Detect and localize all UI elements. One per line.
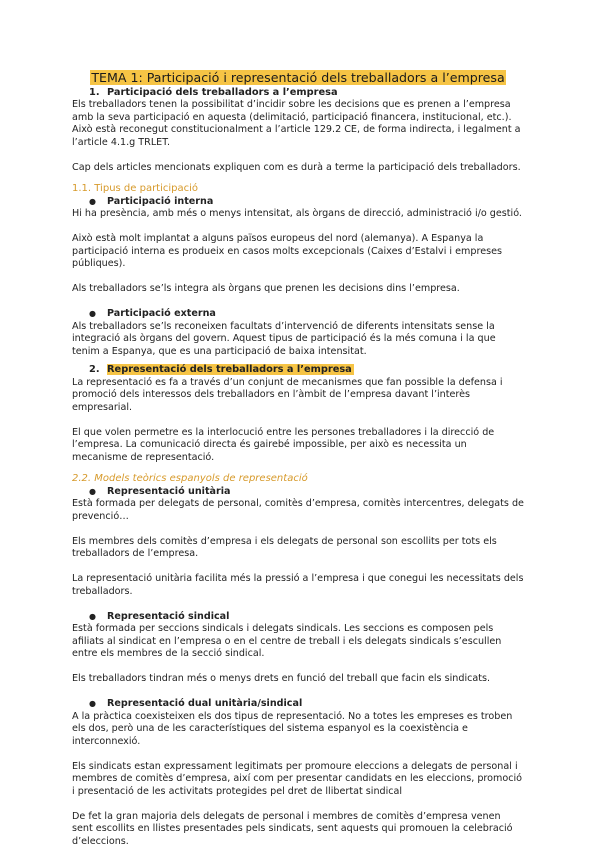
paragraph: Els sindicats estan expressament legitimats per promoure eleccions a delegats de personal i membres de comitès d’empresa, així com per presentar candidats en les eleccions, promoció i presentació de les activitats protegides pel dret de llibertat sindical (72, 760, 523, 797)
bullet-heading (72, 698, 524, 711)
bullet-dot-icon: ● (89, 196, 96, 206)
bullet-dot-icon: ● (89, 611, 96, 621)
section-2-heading (72, 364, 524, 377)
section-1-number: 1. (89, 86, 100, 98)
bullet-dot-icon: ● (89, 309, 96, 318)
paragraph: Està formada per delegats de personal, comitès d’empresa, comitès intercentres, delegats de prevenció… (72, 498, 524, 522)
paragraph: Hi ha presència, amb més o menys intensitat, als òrgans de direcció, administració i/o gestió. (72, 208, 522, 219)
paragraph: Cap dels articles mencionats expliquen com es durà a terme la participació dels treballadors. (72, 161, 521, 173)
bullet-dot-icon: ● (89, 486, 96, 496)
section-2-number: 2. (89, 364, 100, 375)
paragraph: Als treballadors se’ls reconeixen facultats d’intervenció de diferents intensitats sense la integració als òrgans del govern. Aquest tipus de participació és la més comuna i la que tenim a Espanya, que es una participació de baixa intensitat. (72, 320, 496, 357)
bullet-heading (72, 486, 524, 499)
paragraph: La representació es fa a través d’un conjunt de mecanismes que fan possible la defensa i promoció dels interessos dels treballadors en l’àmbit de l’empresa davant l’interès empresarial. (72, 376, 503, 413)
section-1-heading (72, 87, 524, 100)
bullet-heading-text: Representació dual unitària/sindical (107, 698, 303, 709)
document-title: TEMA 1: Participació i representació dels treballadors a l’empresa (91, 70, 505, 85)
bullet-heading (72, 196, 524, 209)
bullet-heading (72, 611, 524, 624)
bullet-heading-text: Representació sindical (107, 610, 230, 622)
section-2-heading-text: Representació dels treballadors a l’empresa (107, 364, 352, 375)
paragraph: De fet la gran majoria dels delegats de personal i membres de comitès d’empresa venen sent escollits en llistes presentades pels sindicats, sent aquests qui promouen la celebració d’eleccions. (72, 810, 513, 847)
bullet-heading-text: Participació interna (107, 195, 214, 207)
subsection-heading: 1.1. Tipus de participació (72, 183, 199, 194)
subsection-heading: 2.2. Models teòrics espanyols de representació (72, 473, 308, 484)
bullet-dot-icon: ● (89, 699, 96, 708)
paragraph: Els membres dels comitès d’empresa i els delegats de personal son escollits per tots els treballadors de l’empresa. (72, 535, 497, 559)
paragraph: Als treballadors se’ls integra als òrgans que prenen les decisions dins l’empresa. (72, 283, 460, 294)
bullet-heading-text: Participació externa (107, 308, 216, 319)
title-row (72, 70, 524, 87)
document-content (72, 70, 524, 848)
paragraph: Els treballadors tindran més o menys drets en funció del treball que facin els sindicats. (72, 673, 491, 684)
paragraph: Això està molt implantat a alguns països europeus del nord (alemanya). A Espanya la participació interna es produeix en casos molts excepcionals (Caixes d’Estalvi i empreses públiques). (72, 233, 502, 269)
paragraph: El que volen permetre es la interlocució entre les persones treballadores i la direcció de l’empresa. La comunicació directa és gairebé impossible, per això es necessita un mecanisme de representació. (72, 426, 495, 463)
bullet-heading (72, 308, 524, 321)
paragraph: A la pràctica coexisteixen els dos tipus de representació. No a totes les empreses es troben els dos, però una de les característiques del sistema espanyol es la coexistència e interconnexió. (72, 710, 513, 747)
paragraph: Els treballadors tenen la possibilitat d’incidir sobre les decisions que es prenen a l’empresa amb la seva participació en aquesta (delimitació, participació financera, institucional, etc.). Això està reconegut constitucionalment a l’article 129.2 CE, de forma indirecta, i legalment a l’article 4.1.g TRLET. (72, 99, 521, 148)
bullet-heading-text: Representació unitària (107, 485, 231, 497)
paragraph: La representació unitària facilita més la pressió a l’empresa i que conegui les necessitats dels treballadors. (72, 573, 524, 597)
section-1-heading-text: Participació dels treballadors a l’empresa (107, 86, 338, 98)
paragraph: Està formada per seccions sindicals i delegats sindicals. Les seccions es composen pels afiliats al sindicat en l’empresa o en el centre de treball i els delegats sindicals s’escullen entre els membres de la secció sindical. (72, 623, 502, 659)
